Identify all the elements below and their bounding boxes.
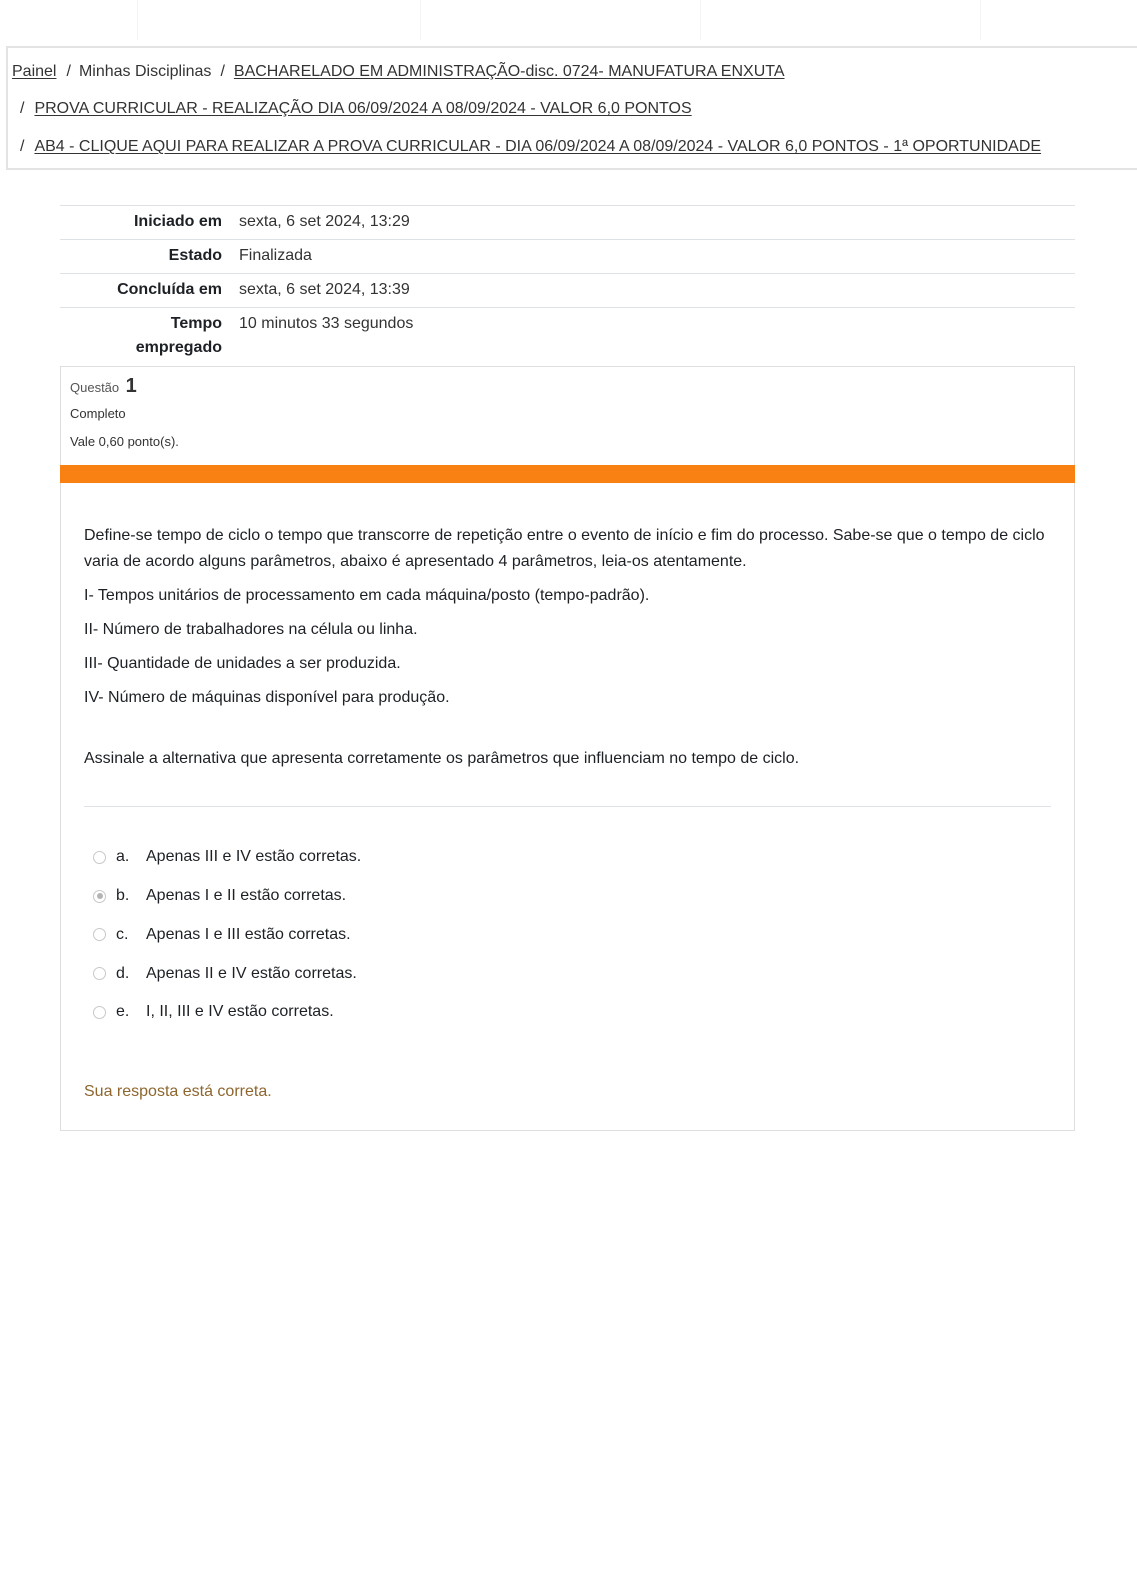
answer-text: Apenas I e II estão corretas. bbox=[146, 887, 347, 905]
question-content bbox=[60, 483, 1075, 1131]
question-item-2: II- Número de trabalhadores na célula ou linha. bbox=[84, 621, 418, 638]
started-value: sexta, 6 set 2024, 13:29 bbox=[239, 206, 1075, 240]
summary-row-completed bbox=[60, 274, 1075, 308]
question-item-3: III- Quantidade de unidades a ser produzida. bbox=[84, 655, 401, 672]
radio-button[interactable] bbox=[93, 967, 106, 980]
completed-label: Concluída em bbox=[60, 274, 239, 308]
question-prompt: Assinale a alternativa que apresenta corretamente os parâmetros que influenciam no tempo de ciclo. bbox=[84, 750, 800, 767]
top-faint-strip bbox=[0, 0, 1137, 44]
question-info bbox=[60, 366, 1075, 466]
answer-option-a[interactable] bbox=[93, 838, 361, 877]
time-value: 10 minutos 33 segundos bbox=[239, 308, 1075, 366]
radio-button[interactable] bbox=[93, 928, 106, 941]
state-label: Estado bbox=[60, 240, 239, 274]
breadcrumb-line-3 bbox=[20, 138, 1041, 156]
breadcrumb-separator: / bbox=[220, 63, 225, 80]
breadcrumb-separator: / bbox=[66, 63, 71, 80]
breadcrumb bbox=[6, 46, 1137, 170]
question-intro: Define-se tempo de ciclo o tempo que transcorre de repetição entre o evento de início e fim do processo. Sabe-se que o tempo de ciclo varia de acordo alguns parâmetros, abaixo é apresentado 4 parâmetros, leia-os atentamente. bbox=[84, 527, 1045, 570]
radio-button[interactable] bbox=[93, 851, 106, 864]
attempt-summary-table bbox=[60, 205, 1075, 365]
answer-option-d[interactable] bbox=[93, 954, 361, 993]
question-number-label: Questão bbox=[70, 380, 120, 395]
answer-option-c[interactable] bbox=[93, 916, 361, 955]
breadcrumb-item-minhas-disciplinas: Minhas Disciplinas bbox=[78, 63, 212, 80]
answer-text: Apenas III e IV estão corretas. bbox=[146, 848, 362, 866]
answer-option-b[interactable] bbox=[93, 877, 361, 916]
answer-text: I, II, III e IV estão corretas. bbox=[146, 1003, 334, 1021]
divider bbox=[84, 806, 1051, 807]
summary-row-started bbox=[60, 206, 1075, 240]
breadcrumb-line-1 bbox=[12, 63, 785, 81]
feedback-text: Sua resposta está correta. bbox=[84, 1083, 272, 1100]
summary-row-time bbox=[60, 308, 1075, 366]
state-value: Finalizada bbox=[239, 240, 1075, 274]
answer-text: Apenas II e IV estão corretas. bbox=[146, 964, 357, 982]
breadcrumb-link-section[interactable]: PROVA CURRICULAR - REALIZAÇÃO DIA 06/09/2024 A 08/09/2024 - VALOR 6,0 PONTOS bbox=[34, 100, 692, 117]
breadcrumb-link-painel[interactable]: Painel bbox=[12, 63, 57, 80]
started-label: Iniciado em bbox=[60, 206, 239, 240]
breadcrumb-separator: / bbox=[20, 100, 25, 117]
breadcrumb-link-course[interactable]: BACHARELADO EM ADMINISTRAÇÃO-disc. 0724- MANUFATURA ENXUTA bbox=[233, 63, 785, 80]
question-item-1: I- Tempos unitários de processamento em cada máquina/posto (tempo-padrão). bbox=[84, 587, 650, 604]
answer-letter: b. bbox=[116, 887, 130, 905]
time-label-line-1: Tempo bbox=[170, 315, 222, 332]
answer-letter: e. bbox=[116, 1003, 130, 1021]
breadcrumb-line-2 bbox=[20, 100, 692, 118]
answer-text: Apenas I e III estão corretas. bbox=[146, 925, 351, 943]
time-label-line-2: empregado bbox=[135, 339, 222, 356]
answer-letter: a. bbox=[116, 848, 130, 866]
summary-row-state bbox=[60, 240, 1075, 274]
completed-value: sexta, 6 set 2024, 13:39 bbox=[239, 274, 1075, 308]
answer-letter: c. bbox=[116, 925, 129, 943]
question-grade: Vale 0,60 ponto(s). bbox=[70, 434, 179, 449]
question-state: Completo bbox=[70, 406, 126, 421]
radio-button[interactable] bbox=[93, 1006, 106, 1019]
time-label bbox=[60, 308, 239, 366]
question-text bbox=[84, 523, 1049, 780]
answer-options bbox=[93, 838, 361, 1032]
breadcrumb-separator: / bbox=[20, 138, 25, 155]
question-number-value: 1 bbox=[125, 375, 137, 397]
question-number bbox=[70, 375, 1065, 398]
answer-option-e[interactable] bbox=[93, 993, 361, 1032]
question-item-4: IV- Número de máquinas disponível para produção. bbox=[84, 689, 450, 706]
breadcrumb-link-quiz[interactable]: AB4 - CLIQUE AQUI PARA REALIZAR A PROVA CURRICULAR - DIA 06/09/2024 A 08/09/2024 - VALOR 6,0 PONTOS - 1ª OPORTUNIDADE bbox=[34, 138, 1042, 155]
question-accent-bar bbox=[60, 465, 1075, 483]
radio-button[interactable] bbox=[93, 890, 106, 903]
answer-letter: d. bbox=[116, 964, 130, 982]
